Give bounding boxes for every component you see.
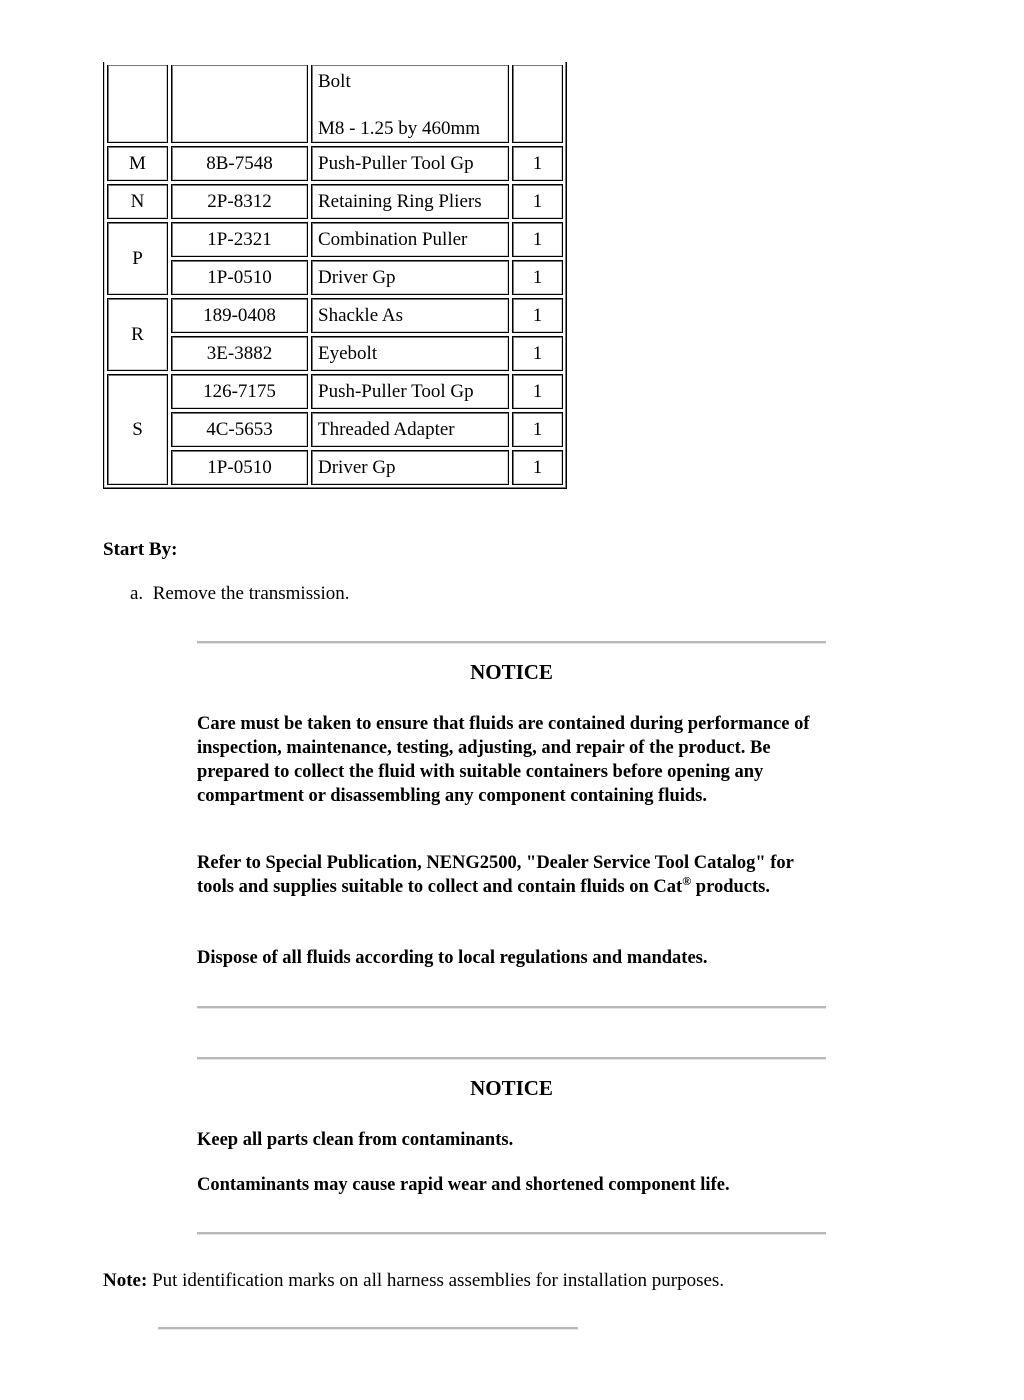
part-name-cell: Driver Gp xyxy=(311,260,509,295)
notice-title: NOTICE xyxy=(470,660,553,684)
notice-paragraph xyxy=(197,851,826,899)
table-row xyxy=(107,222,563,257)
notice-bottom-rule xyxy=(197,1232,826,1235)
notice-bottom-rule xyxy=(197,1006,826,1009)
table-row xyxy=(107,374,563,409)
qty-cell: 1 xyxy=(512,222,563,257)
part-name-cell: Eyebolt xyxy=(311,336,509,371)
notice-paragraph: Keep all parts clean from contaminants. xyxy=(197,1130,514,1150)
part-name-cell: Push-Puller Tool Gp xyxy=(311,374,509,409)
table-row xyxy=(107,450,563,485)
notice-paragraph: Dispose of all fluids according to local regulations and mandates. xyxy=(197,948,708,968)
part-name-cell: Shackle As xyxy=(311,298,509,333)
section-divider xyxy=(158,1327,578,1330)
tools-table xyxy=(103,62,567,489)
tool-cell: S xyxy=(107,374,168,485)
part-number-cell: 1P-2321 xyxy=(171,222,308,257)
tool-cell xyxy=(107,65,168,143)
tool-cell: P xyxy=(107,222,168,295)
qty-cell: 1 xyxy=(512,184,563,219)
part-name-cell xyxy=(311,65,509,143)
part-number-cell: 2P-8312 xyxy=(171,184,308,219)
note-label: Note: xyxy=(103,1270,148,1291)
part-number-cell: 126-7175 xyxy=(171,374,308,409)
notice-title: NOTICE xyxy=(470,1076,553,1100)
part-number-cell xyxy=(171,65,308,143)
qty-cell: 1 xyxy=(512,374,563,409)
part-number-cell: 8B-7548 xyxy=(171,146,308,181)
qty-cell: 1 xyxy=(512,298,563,333)
qty-cell: 1 xyxy=(512,450,563,485)
notice-paragraph-text: Refer to Special Publication, NENG2500, "Dealer Service Tool Catalog" for tools and supplies suitable to collect and contain fluids on Cat xyxy=(197,853,794,897)
qty-cell: 1 xyxy=(512,146,563,181)
part-name-cell: Retaining Ring Pliers xyxy=(311,184,509,219)
tool-cell: M xyxy=(107,146,168,181)
tool-cell: R xyxy=(107,298,168,371)
start-by-heading: Start By: xyxy=(103,539,178,560)
notice-top-rule xyxy=(197,641,826,644)
note-text: Put identification marks on all harness assemblies for installation purposes. xyxy=(147,1270,725,1291)
qty-cell xyxy=(512,65,563,143)
registered-mark: ® xyxy=(682,873,692,888)
part-number-cell: 1P-0510 xyxy=(171,450,308,485)
part-number-cell: 4C-5653 xyxy=(171,412,308,447)
notice-paragraph-text: products. xyxy=(691,877,770,897)
notice-paragraph: Care must be taken to ensure that fluids are contained during performance of inspection, maintenance, testing, adjusting, and repair of the product. Be prepared to collect the fluid with suitable containers before opening any compartment or disassembling any component containing fluids. xyxy=(197,714,810,806)
table-row xyxy=(107,146,563,181)
step-marker: a. xyxy=(130,583,144,604)
part-name-cell: Threaded Adapter xyxy=(311,412,509,447)
notice-top-rule xyxy=(197,1057,826,1060)
part-name-line: M8 - 1.25 by 460mm xyxy=(318,118,481,139)
qty-cell: 1 xyxy=(512,336,563,371)
part-name-cell: Push-Puller Tool Gp xyxy=(311,146,509,181)
note xyxy=(103,1270,724,1292)
table-row xyxy=(107,65,563,143)
table-row xyxy=(107,298,563,333)
part-number-cell: 1P-0510 xyxy=(171,260,308,295)
table-row xyxy=(107,184,563,219)
start-by-step xyxy=(130,583,350,605)
table-row xyxy=(107,336,563,371)
table-row xyxy=(107,260,563,295)
table-row xyxy=(107,412,563,447)
part-name-cell: Driver Gp xyxy=(311,450,509,485)
qty-cell: 1 xyxy=(512,412,563,447)
tool-cell: N xyxy=(107,184,168,219)
part-name-cell: Combination Puller xyxy=(311,222,509,257)
part-name-line: Bolt xyxy=(318,71,351,92)
step-text: Remove the transmission. xyxy=(152,583,350,604)
part-number-cell: 3E-3882 xyxy=(171,336,308,371)
part-number-cell: 189-0408 xyxy=(171,298,308,333)
notice-paragraph: Contaminants may cause rapid wear and shortened component life. xyxy=(197,1175,730,1195)
qty-cell: 1 xyxy=(512,260,563,295)
